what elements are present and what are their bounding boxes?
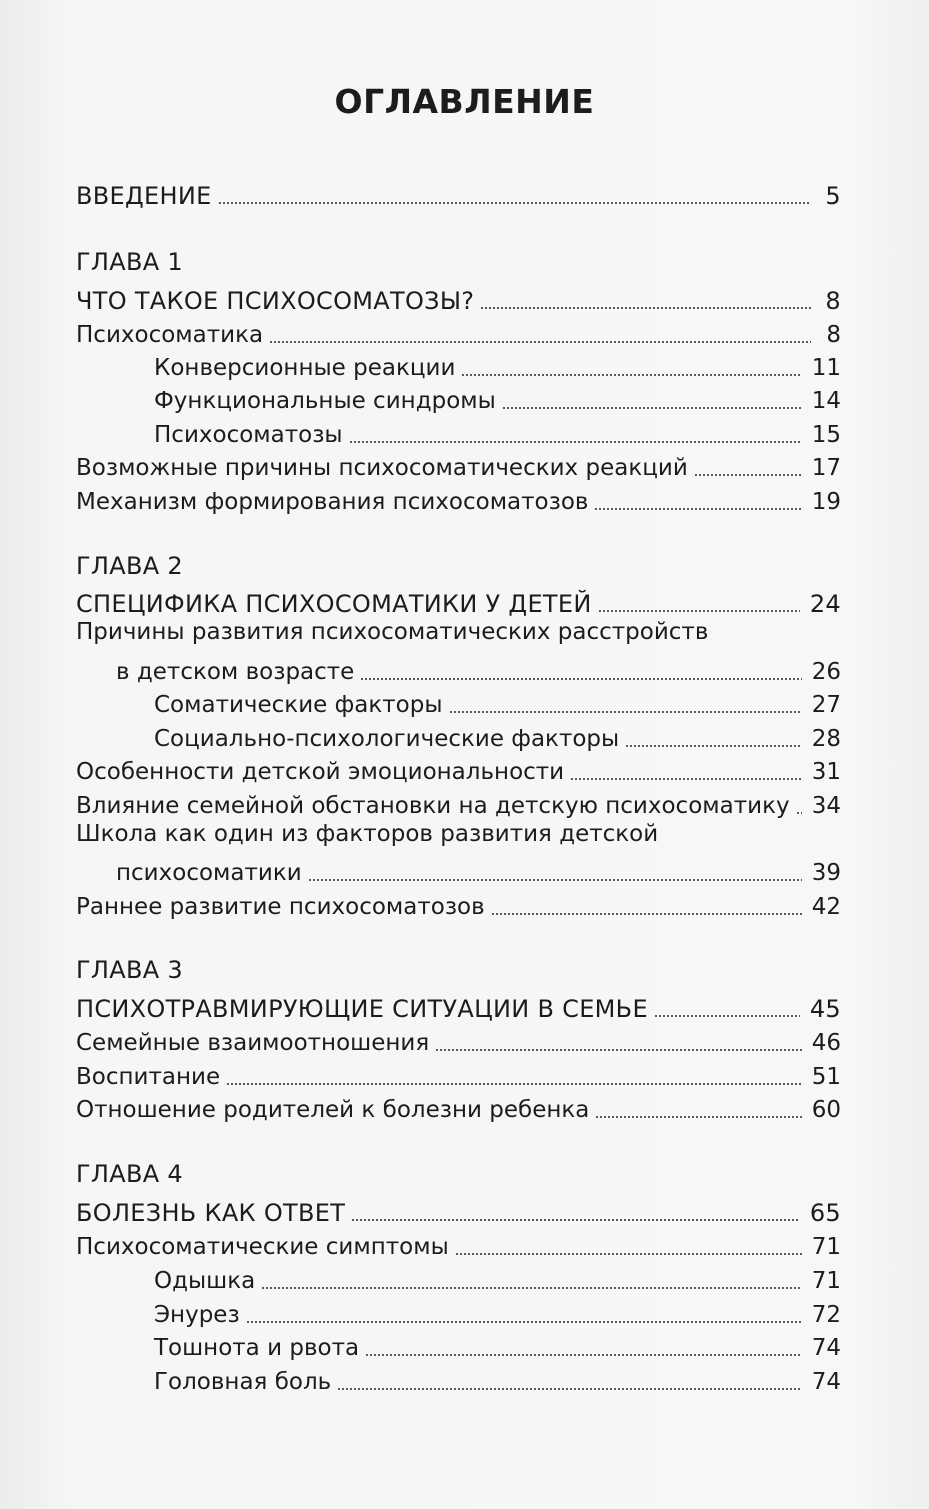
entry-page: 46 <box>811 1030 841 1056</box>
entry-label: Психосоматика <box>76 322 264 348</box>
entry-page: 65 <box>809 1199 841 1227</box>
toc-entry <box>76 482 841 516</box>
entry-page: 51 <box>811 1064 841 1090</box>
entry-label: в детском возрасте <box>116 659 355 685</box>
toc-entry <box>76 315 841 349</box>
leader-dots <box>654 1015 800 1017</box>
chapter-1-heading: ГЛАВА 1 <box>76 248 183 276</box>
entry-label: Социально-психологические факторы <box>154 726 620 752</box>
entry-label: Тошнота и рвота <box>154 1335 360 1361</box>
entry-page: 27 <box>811 692 841 718</box>
chapter-3-heading: ГЛАВА 3 <box>76 956 183 984</box>
entry-page: 74 <box>811 1335 841 1361</box>
chapter-3-title <box>76 989 841 1023</box>
entry-page: 17 <box>811 455 841 481</box>
leader-dots <box>796 812 802 814</box>
entry-page: 26 <box>811 659 841 685</box>
entry-page: 31 <box>811 759 841 785</box>
entry-label: ВВЕДЕНИЕ <box>76 182 212 210</box>
toc-subentry <box>154 381 841 415</box>
entry-page: 71 <box>811 1234 841 1260</box>
leader-dots <box>365 1354 802 1356</box>
leader-dots <box>595 1116 801 1118</box>
chapter-1-title <box>76 281 841 315</box>
toc-entry-line: Причины развития психосоматических расстройств <box>76 619 709 645</box>
toc-subentry <box>154 1295 841 1329</box>
entry-label: Отношение родителей к болезни ребенка <box>76 1097 590 1123</box>
entry-label: Раннее развитие психосоматозов <box>76 894 485 920</box>
leader-dots <box>435 1049 802 1051</box>
toc-subentry <box>154 1261 841 1295</box>
entry-label: Одышка <box>154 1268 256 1294</box>
leader-dots <box>226 1083 802 1085</box>
toc-entry <box>76 1227 841 1261</box>
entry-label: Соматические факторы <box>154 692 443 718</box>
entry-label: Психосоматозы <box>154 422 343 448</box>
entry-label: ПСИХОТРАВМИРУЮЩИЕ СИТУАЦИИ В СЕМЬЕ <box>76 995 648 1023</box>
entry-label: Семейные взаимоотношения <box>76 1030 430 1056</box>
toc-entry <box>76 1057 841 1091</box>
entry-label: Механизм формирования психосоматозов <box>76 489 589 515</box>
toc-subentry <box>154 348 841 382</box>
toc-entry-continuation <box>116 652 841 686</box>
entry-label: Воспитание <box>76 1064 221 1090</box>
leader-dots <box>455 1253 802 1255</box>
leader-dots <box>261 1287 802 1289</box>
entry-label: Возможные причины психосоматических реакций <box>76 455 688 481</box>
leader-dots <box>694 474 802 476</box>
entry-page: 74 <box>811 1369 841 1395</box>
entry-label: Функциональные синдромы <box>154 388 496 414</box>
leader-dots <box>218 202 811 204</box>
entry-page: 28 <box>811 726 841 752</box>
entry-label: БОЛЕЗНЬ КАК ОТВЕТ <box>76 1199 346 1227</box>
entry-label: Энурез <box>154 1302 240 1328</box>
entry-label: психосоматики <box>116 860 302 886</box>
leader-dots <box>337 1388 802 1390</box>
leader-dots <box>594 508 801 510</box>
entry-page: 45 <box>809 995 841 1023</box>
leader-dots <box>246 1321 802 1323</box>
toc-entry <box>76 1023 841 1057</box>
entry-label: СПЕЦИФИКА ПСИХОСОМАТИКИ У ДЕТЕЙ <box>76 590 592 618</box>
entry-page: 8 <box>826 322 841 348</box>
entry-label: Конверсионные реакции <box>154 355 456 381</box>
leader-dots <box>360 678 801 680</box>
entry-page: 5 <box>825 182 841 210</box>
entry-label: Головная боль <box>154 1369 332 1395</box>
entry-page: 14 <box>811 388 841 414</box>
leader-dots <box>308 879 802 881</box>
entry-page: 19 <box>811 489 841 515</box>
entry-label: Влияние семейной обстановки на детскую психосоматику <box>76 793 790 819</box>
entry-page: 39 <box>811 860 841 886</box>
chapter-4-heading: ГЛАВА 4 <box>76 1160 183 1188</box>
entry-label: ЧТО ТАКОЕ ПСИХОСОМАТОЗЫ? <box>76 287 475 315</box>
toc-title: ОГЛАВЛЕНИЕ <box>334 82 595 121</box>
toc-entry <box>76 448 841 482</box>
entry-page: 60 <box>811 1097 841 1123</box>
leader-dots <box>502 407 802 409</box>
entry-page: 34 <box>811 793 841 819</box>
toc-subentry <box>154 1328 841 1362</box>
leader-dots <box>351 1219 800 1221</box>
toc-entry-intro <box>76 176 841 210</box>
leader-dots <box>269 341 811 343</box>
chapter-2-heading: ГЛАВА 2 <box>76 552 183 580</box>
leader-dots <box>491 913 802 915</box>
chapter-2-title <box>76 584 841 618</box>
leader-dots <box>449 711 802 713</box>
leader-dots <box>349 441 802 443</box>
entry-label: Особенности детской эмоциональности <box>76 759 565 785</box>
entry-label: Психосоматические симптомы <box>76 1234 449 1260</box>
entry-page: 42 <box>811 894 841 920</box>
toc-subentry <box>154 685 841 719</box>
toc-entry <box>76 1090 841 1124</box>
toc-entry <box>76 887 841 921</box>
leader-dots <box>625 745 802 747</box>
leader-dots <box>461 374 801 376</box>
entry-page: 24 <box>809 590 841 618</box>
entry-page: 8 <box>825 287 841 315</box>
chapter-4-title <box>76 1193 841 1227</box>
leader-dots <box>570 778 802 780</box>
entry-page: 72 <box>811 1302 841 1328</box>
toc-subentry <box>154 415 841 449</box>
entry-page: 15 <box>811 422 841 448</box>
toc-entry <box>76 786 841 820</box>
toc-entry-continuation <box>116 853 841 887</box>
entry-page: 11 <box>811 355 841 381</box>
toc-entry-line: Школа как один из факторов развития детской <box>76 821 659 847</box>
toc-subentry <box>154 1362 841 1396</box>
toc-subentry <box>154 719 841 753</box>
leader-dots <box>598 610 800 612</box>
toc-entry <box>76 752 841 786</box>
entry-page: 71 <box>811 1268 841 1294</box>
leader-dots <box>480 307 811 309</box>
